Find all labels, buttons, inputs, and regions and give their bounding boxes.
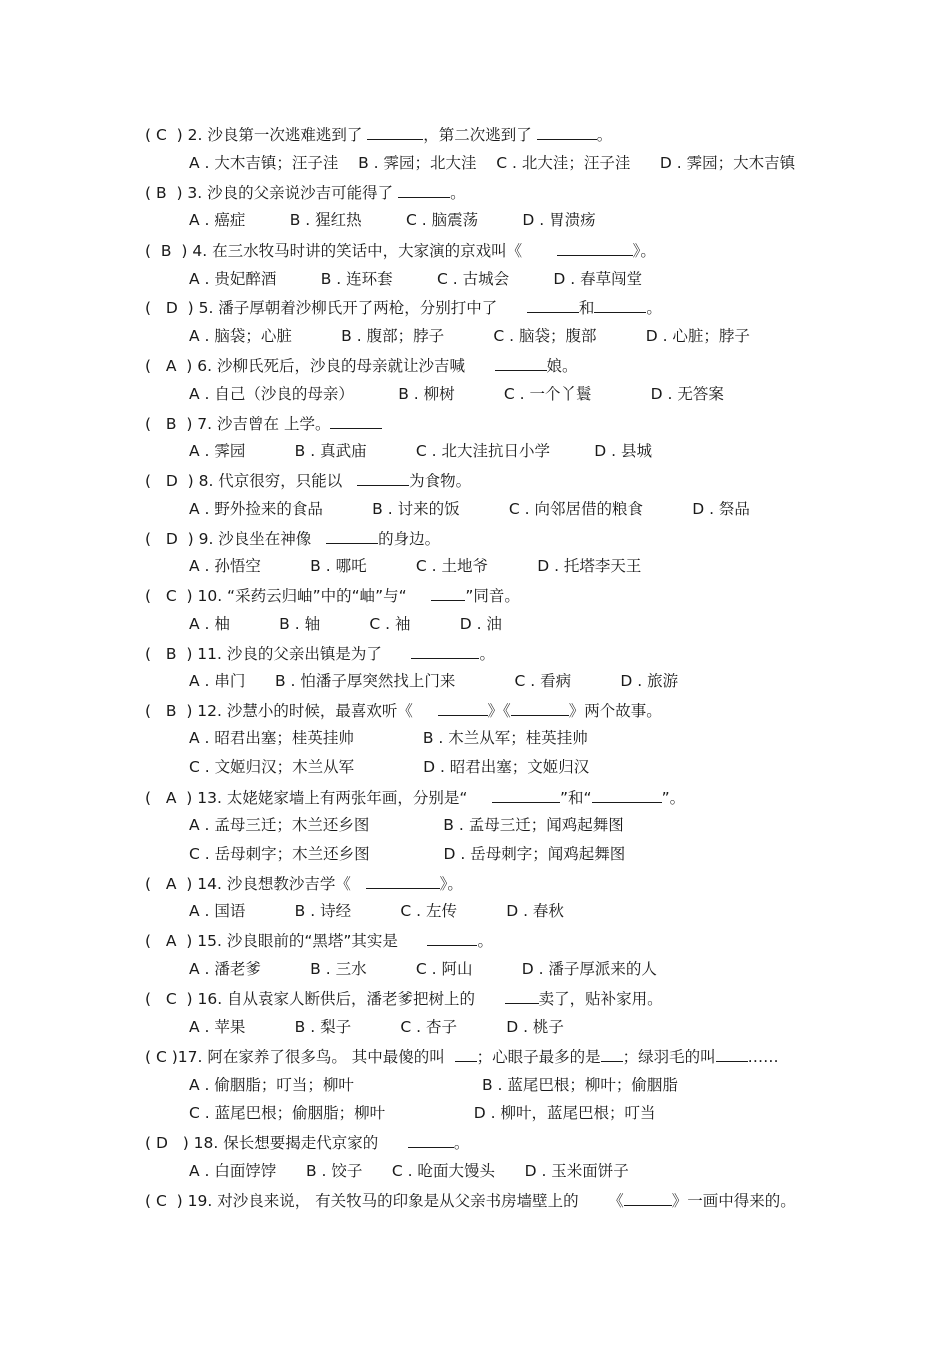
answer-blank[interactable] — [438, 697, 488, 716]
question-text: ”。 — [661, 789, 686, 807]
options-line: A . 大木吉镇；汪子洼 B . 霁园；北大洼 C . 北大洼；汪子洼 D . 霁园；大木吉镇 — [189, 154, 796, 172]
options-line: A . 苹果 B . 梨子 C . 杏子 D . 桃子 — [189, 1018, 564, 1036]
question-line — [145, 697, 662, 723]
answer-blank[interactable] — [495, 352, 547, 371]
question-line — [145, 1187, 796, 1213]
question-prefix: ( D ) 18. 保长想要揭走代京家的 — [145, 1134, 379, 1152]
question-text — [475, 990, 505, 1008]
question-line — [145, 870, 463, 896]
question-prefix: ( B ) 12. 沙慧小的时候，最喜欢听《 — [145, 702, 413, 720]
question-line — [145, 467, 471, 493]
answer-blank[interactable] — [326, 525, 378, 544]
answer-blank[interactable] — [431, 582, 465, 601]
options-line: A . 偷胭脂；叮当；柳叶 B . 蓝尾巴根；柳叶；偷胭脂 — [189, 1076, 678, 1094]
question-text: ”同音。 — [465, 587, 520, 605]
options-line: C . 岳母刺字；木兰还乡图 D . 岳母刺字；闻鸡起舞图 — [189, 845, 626, 863]
question-text: 。 — [477, 932, 493, 950]
answer-blank[interactable] — [511, 697, 569, 716]
question-prefix: ( D ) 9. 沙良坐在神像 — [145, 530, 312, 548]
question-text: 的身边。 — [378, 530, 441, 548]
answer-blank[interactable] — [357, 467, 409, 486]
options-line: A . 昭君出塞；桂英挂帅 B . 木兰从军；桂英挂帅 — [189, 729, 588, 747]
question-text: 。 — [596, 126, 613, 144]
question-text — [497, 299, 527, 317]
question-text — [465, 357, 495, 375]
answer-blank[interactable] — [527, 294, 579, 313]
answer-blank[interactable] — [427, 927, 477, 946]
question-prefix: ( C ) 16. 自从袁家人断供后，潘老爹把树上的 — [145, 990, 476, 1008]
question-text: 娘。 — [546, 357, 578, 375]
question-line — [145, 294, 662, 320]
options-line: A . 癌症 B . 猩红热 C . 脑震荡 D . 胃溃疡 — [189, 211, 596, 229]
options-line: C . 文姬归汉；木兰从军 D . 昭君出塞；文姬归汉 — [189, 758, 590, 776]
question-text: ，第二次逃到了 — [423, 126, 537, 144]
options-line: A . 孟母三迁；木兰还乡图 B . 孟母三迁；闻鸡起舞图 — [189, 816, 624, 834]
answer-blank[interactable] — [455, 1043, 477, 1062]
question-text: 》。 — [439, 875, 463, 893]
question-text: 。 — [450, 184, 466, 202]
answer-blank[interactable] — [537, 121, 597, 140]
question-line — [145, 352, 578, 378]
question-text — [378, 1134, 408, 1152]
question-line — [145, 582, 520, 608]
question-text: ”和“ — [560, 789, 592, 807]
answer-blank[interactable] — [398, 179, 450, 198]
question-prefix: ( C )17. 阿在家养了很多鸟。 其中最傻的叫 — [145, 1048, 445, 1066]
options-line: A . 脑袋；心脏 B . 腹部；脖子 C . 脑袋；腹部 D . 心脏；脖子 — [189, 327, 750, 345]
question-text — [342, 472, 357, 490]
options-line: A . 国语 B . 诗经 C . 左传 D . 春秋 — [189, 902, 564, 920]
question-text — [398, 932, 428, 950]
question-text: 卖了，贴补家用。 — [538, 990, 663, 1008]
question-line — [145, 985, 663, 1011]
question-prefix: ( B ) 11. 沙良的父亲出镇是为了 — [145, 645, 382, 663]
question-text: 。 — [479, 645, 495, 663]
question-text — [445, 1048, 455, 1066]
question-text — [351, 875, 366, 893]
question-line — [145, 410, 382, 436]
options-line: A . 孙悟空 B . 哪吒 C . 土地爷 D . 托塔李天王 — [189, 557, 642, 575]
answer-blank[interactable] — [716, 1043, 748, 1062]
question-line — [145, 784, 685, 810]
question-text: ；绿羽毛的叫 — [622, 1048, 716, 1066]
question-text — [382, 645, 412, 663]
question-line — [145, 927, 493, 953]
question-prefix: ( D ) 8. 代京很穷，只能以 — [145, 472, 343, 490]
answer-blank[interactable] — [601, 1043, 623, 1062]
question-prefix: ( A ) 6. 沙柳氏死后，沙良的母亲就让沙吉喊 — [145, 357, 465, 375]
question-line — [145, 1043, 779, 1069]
question-text: …… — [747, 1048, 779, 1066]
question-text: 》《 — [487, 702, 511, 720]
question-text: 》一画中得来的。 — [671, 1192, 796, 1210]
question-text: 上学。 — [283, 415, 331, 433]
question-prefix: ( C ) 10. “采药云归岫”中的“岫”与“ — [145, 587, 407, 605]
question-line — [145, 640, 495, 666]
question-text: 》。 — [632, 242, 656, 260]
answer-blank[interactable] — [411, 640, 479, 659]
question-text: ；心眼子最多的是 — [476, 1048, 601, 1066]
question-line — [145, 121, 612, 147]
answer-blank[interactable] — [366, 870, 440, 889]
options-line: A . 贵妃醉酒 B . 连环套 C . 古城会 D . 春草闯堂 — [189, 270, 643, 288]
answer-blank[interactable] — [592, 784, 662, 803]
options-line: A . 串门 B . 怕潘子厚突然找上门来 C . 看病 D . 旅游 — [189, 672, 679, 690]
question-text: 为食物。 — [409, 472, 472, 490]
question-prefix: ( B ) 3. 沙良的父亲说沙吉可能得了 — [145, 184, 394, 202]
question-text — [413, 702, 438, 720]
question-text — [522, 242, 557, 260]
question-prefix: ( A ) 13. 太姥姥家墙上有两张年画，分别是“ — [145, 789, 468, 807]
question-prefix: ( A ) 14. 沙良想教沙吉学《 — [145, 875, 351, 893]
question-prefix: ( B ) 7. 沙吉曾在 — [145, 415, 284, 433]
question-line — [145, 1129, 469, 1155]
options-line: A . 自己（沙良的母亲） B . 柳树 C . 一个丫鬟 D . 无答案 — [189, 385, 724, 403]
answer-blank[interactable] — [594, 294, 646, 313]
question-line — [145, 179, 466, 205]
question-prefix: ( C ) 19. 对沙良来说， 有关牧马的印象是从父亲书房墙壁上的 — [145, 1192, 579, 1210]
question-prefix: ( B ) 4. 在三水牧马时讲的笑话中，大家演的京戏叫《 — [145, 242, 523, 260]
question-text: 》两个故事。 — [568, 702, 662, 720]
answer-blank[interactable] — [492, 784, 560, 803]
question-line — [145, 525, 440, 551]
answer-blank[interactable] — [557, 237, 633, 256]
answer-blank[interactable] — [367, 121, 423, 140]
question-text: 。 — [453, 1134, 470, 1152]
question-prefix: ( C ) 2. 沙良第一次逃难逃到了 — [145, 126, 363, 144]
options-line: A . 霁园 B . 真武庙 C . 北大洼抗日小学 D . 县城 — [189, 442, 653, 460]
answer-blank[interactable] — [330, 410, 382, 429]
answer-blank[interactable] — [408, 1129, 454, 1148]
options-line: C . 蓝尾巴根；偷胭脂；柳叶 D . 柳叶，蓝尾巴根；叮当 — [189, 1104, 656, 1122]
question-text — [311, 530, 326, 548]
question-prefix: ( D ) 5. 潘子厚朝着沙柳氏开了两枪，分别打中了 — [145, 299, 498, 317]
options-line: A . 白面饽饽 B . 饺子 C . 呛面大馒头 D . 玉米面饼子 — [189, 1162, 629, 1180]
answer-blank[interactable] — [624, 1187, 672, 1206]
question-text — [407, 587, 432, 605]
question-line — [145, 237, 656, 263]
question-text: 和 — [578, 299, 595, 317]
question-text: 。 — [646, 299, 662, 317]
answer-blank[interactable] — [505, 985, 539, 1004]
options-line: A . 柚 B . 轴 C . 袖 D . 油 — [189, 615, 502, 633]
question-text: 《 — [578, 1192, 624, 1210]
question-prefix: ( A ) 15. 沙良眼前的“黑塔”其实是 — [145, 932, 398, 950]
options-line: A . 潘老爹 B . 三水 C . 阿山 D . 潘子厚派来的人 — [189, 960, 657, 978]
question-text — [467, 789, 492, 807]
options-line: A . 野外捡来的食品 B . 讨来的饭 C . 向邻居借的粮食 D . 祭品 — [189, 500, 750, 518]
